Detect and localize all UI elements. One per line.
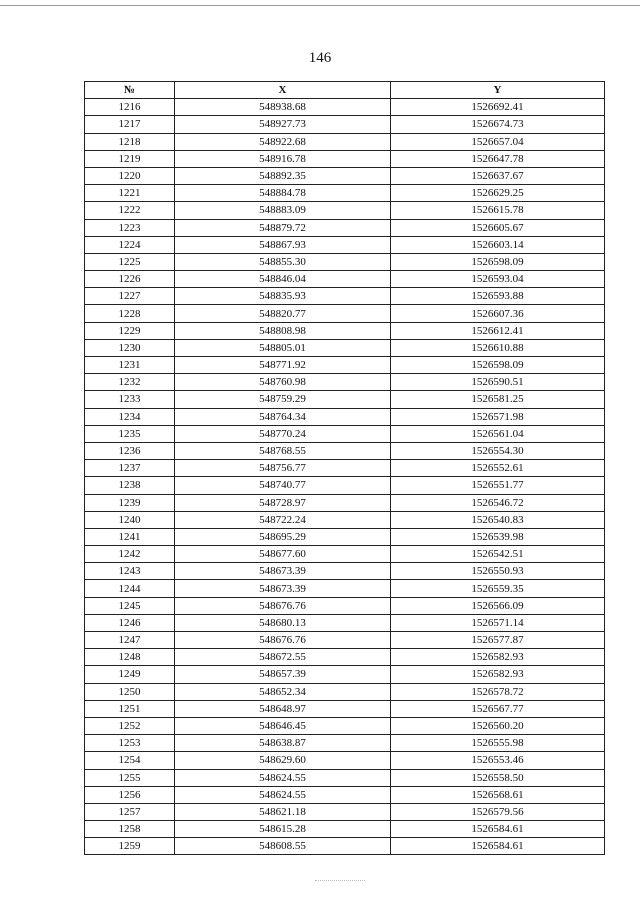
point-number-cell: 1258	[85, 821, 175, 838]
x-coordinate-cell: 548672.55	[175, 649, 391, 666]
x-coordinate-cell: 548722.24	[175, 511, 391, 528]
table-row	[85, 511, 605, 528]
point-number-cell: 1248	[85, 649, 175, 666]
table-row	[85, 803, 605, 820]
table-row	[85, 99, 605, 116]
point-number-cell: 1259	[85, 838, 175, 855]
column-header-number: №	[85, 82, 175, 99]
table-row	[85, 116, 605, 133]
y-coordinate-cell: 1526542.51	[391, 546, 605, 563]
x-coordinate-cell: 548728.97	[175, 494, 391, 511]
x-coordinate-cell: 548808.98	[175, 322, 391, 339]
point-number-cell: 1253	[85, 735, 175, 752]
column-header-y: Y	[391, 82, 605, 99]
table-row	[85, 494, 605, 511]
point-number-cell: 1236	[85, 442, 175, 459]
y-coordinate-cell: 1526629.25	[391, 185, 605, 202]
point-number-cell: 1238	[85, 477, 175, 494]
x-coordinate-cell: 548608.55	[175, 838, 391, 855]
y-coordinate-cell: 1526558.50	[391, 769, 605, 786]
x-coordinate-cell: 548760.98	[175, 374, 391, 391]
point-number-cell: 1227	[85, 288, 175, 305]
table-row	[85, 546, 605, 563]
table-row	[85, 253, 605, 270]
table-row	[85, 150, 605, 167]
y-coordinate-cell: 1526610.88	[391, 339, 605, 356]
x-coordinate-cell: 548927.73	[175, 116, 391, 133]
table-row	[85, 614, 605, 631]
x-coordinate-cell: 548764.34	[175, 408, 391, 425]
x-coordinate-cell: 548879.72	[175, 219, 391, 236]
table-row	[85, 821, 605, 838]
point-number-cell: 1242	[85, 546, 175, 563]
y-coordinate-cell: 1526603.14	[391, 236, 605, 253]
point-number-cell: 1228	[85, 305, 175, 322]
y-coordinate-cell: 1526607.36	[391, 305, 605, 322]
x-coordinate-cell: 548677.60	[175, 546, 391, 563]
point-number-cell: 1237	[85, 460, 175, 477]
table-row	[85, 717, 605, 734]
table-header-row	[85, 82, 605, 99]
table-row	[85, 442, 605, 459]
point-number-cell: 1220	[85, 167, 175, 184]
y-coordinate-cell: 1526551.77	[391, 477, 605, 494]
point-number-cell: 1231	[85, 357, 175, 374]
x-coordinate-cell: 548740.77	[175, 477, 391, 494]
table-row	[85, 563, 605, 580]
x-coordinate-cell: 548820.77	[175, 305, 391, 322]
x-coordinate-cell: 548652.34	[175, 683, 391, 700]
y-coordinate-cell: 1526581.25	[391, 391, 605, 408]
y-coordinate-cell: 1526590.51	[391, 374, 605, 391]
point-number-cell: 1249	[85, 666, 175, 683]
y-coordinate-cell: 1526692.41	[391, 99, 605, 116]
y-coordinate-cell: 1526559.35	[391, 580, 605, 597]
y-coordinate-cell: 1526584.61	[391, 821, 605, 838]
y-coordinate-cell: 1526561.04	[391, 425, 605, 442]
y-coordinate-cell: 1526657.04	[391, 133, 605, 150]
point-number-cell: 1244	[85, 580, 175, 597]
x-coordinate-cell: 548835.93	[175, 288, 391, 305]
point-number-cell: 1217	[85, 116, 175, 133]
x-coordinate-cell: 548657.39	[175, 666, 391, 683]
y-coordinate-cell: 1526593.04	[391, 271, 605, 288]
point-number-cell: 1255	[85, 769, 175, 786]
x-coordinate-cell: 548648.97	[175, 700, 391, 717]
point-number-cell: 1221	[85, 185, 175, 202]
table-row	[85, 528, 605, 545]
y-coordinate-cell: 1526540.83	[391, 511, 605, 528]
table-row	[85, 632, 605, 649]
table-row	[85, 683, 605, 700]
table-row	[85, 752, 605, 769]
table-row	[85, 288, 605, 305]
table-row	[85, 271, 605, 288]
x-coordinate-cell: 548673.39	[175, 563, 391, 580]
point-number-cell: 1254	[85, 752, 175, 769]
table-row	[85, 769, 605, 786]
y-coordinate-cell: 1526615.78	[391, 202, 605, 219]
y-coordinate-cell: 1526571.98	[391, 408, 605, 425]
x-coordinate-cell: 548916.78	[175, 150, 391, 167]
x-coordinate-cell: 548768.55	[175, 442, 391, 459]
y-coordinate-cell: 1526584.61	[391, 838, 605, 855]
y-coordinate-cell: 1526553.46	[391, 752, 605, 769]
x-coordinate-cell: 548756.77	[175, 460, 391, 477]
point-number-cell: 1247	[85, 632, 175, 649]
table-row	[85, 580, 605, 597]
x-coordinate-cell: 548624.55	[175, 786, 391, 803]
y-coordinate-cell: 1526612.41	[391, 322, 605, 339]
y-coordinate-cell: 1526560.20	[391, 717, 605, 734]
y-coordinate-cell: 1526546.72	[391, 494, 605, 511]
y-coordinate-cell: 1526598.09	[391, 253, 605, 270]
point-number-cell: 1250	[85, 683, 175, 700]
table-row	[85, 786, 605, 803]
x-coordinate-cell: 548770.24	[175, 425, 391, 442]
coordinates-table	[84, 81, 605, 855]
point-number-cell: 1257	[85, 803, 175, 820]
x-coordinate-cell: 548673.39	[175, 580, 391, 597]
x-coordinate-cell: 548938.68	[175, 99, 391, 116]
y-coordinate-cell: 1526577.87	[391, 632, 605, 649]
y-coordinate-cell: 1526582.93	[391, 649, 605, 666]
y-coordinate-cell: 1526567.77	[391, 700, 605, 717]
point-number-cell: 1239	[85, 494, 175, 511]
x-coordinate-cell: 548922.68	[175, 133, 391, 150]
point-number-cell: 1243	[85, 563, 175, 580]
y-coordinate-cell: 1526598.09	[391, 357, 605, 374]
point-number-cell: 1216	[85, 99, 175, 116]
x-coordinate-cell: 548771.92	[175, 357, 391, 374]
point-number-cell: 1219	[85, 150, 175, 167]
x-coordinate-cell: 548884.78	[175, 185, 391, 202]
y-coordinate-cell: 1526582.93	[391, 666, 605, 683]
point-number-cell: 1256	[85, 786, 175, 803]
point-number-cell: 1230	[85, 339, 175, 356]
table-row	[85, 391, 605, 408]
table-row	[85, 649, 605, 666]
point-number-cell: 1246	[85, 614, 175, 631]
x-coordinate-cell: 548676.76	[175, 632, 391, 649]
y-coordinate-cell: 1526571.14	[391, 614, 605, 631]
table-body	[85, 99, 605, 855]
table-row	[85, 425, 605, 442]
y-coordinate-cell: 1526568.61	[391, 786, 605, 803]
point-number-cell: 1225	[85, 253, 175, 270]
table-row	[85, 202, 605, 219]
x-coordinate-cell: 548805.01	[175, 339, 391, 356]
y-coordinate-cell: 1526550.93	[391, 563, 605, 580]
table-row	[85, 185, 605, 202]
point-number-cell: 1222	[85, 202, 175, 219]
x-coordinate-cell: 548867.93	[175, 236, 391, 253]
y-coordinate-cell: 1526593.88	[391, 288, 605, 305]
y-coordinate-cell: 1526605.67	[391, 219, 605, 236]
table-row	[85, 408, 605, 425]
point-number-cell: 1233	[85, 391, 175, 408]
table-row	[85, 700, 605, 717]
x-coordinate-cell: 548695.29	[175, 528, 391, 545]
page-number: 146	[308, 50, 332, 66]
y-coordinate-cell: 1526552.61	[391, 460, 605, 477]
point-number-cell: 1245	[85, 597, 175, 614]
x-coordinate-cell: 548629.60	[175, 752, 391, 769]
table-row	[85, 133, 605, 150]
table-row	[85, 838, 605, 855]
point-number-cell: 1251	[85, 700, 175, 717]
x-coordinate-cell: 548676.76	[175, 597, 391, 614]
column-header-x: X	[175, 82, 391, 99]
table-row	[85, 236, 605, 253]
point-number-cell: 1229	[85, 322, 175, 339]
x-coordinate-cell: 548624.55	[175, 769, 391, 786]
x-coordinate-cell: 548646.45	[175, 717, 391, 734]
y-coordinate-cell: 1526554.30	[391, 442, 605, 459]
y-coordinate-cell: 1526578.72	[391, 683, 605, 700]
bottom-scan-mark	[315, 880, 365, 882]
table-row	[85, 597, 605, 614]
table-row	[85, 305, 605, 322]
table-row	[85, 322, 605, 339]
y-coordinate-cell: 1526539.98	[391, 528, 605, 545]
point-number-cell: 1232	[85, 374, 175, 391]
y-coordinate-cell: 1526579.56	[391, 803, 605, 820]
table-row	[85, 477, 605, 494]
point-number-cell: 1235	[85, 425, 175, 442]
table-row	[85, 357, 605, 374]
table-row	[85, 339, 605, 356]
point-number-cell: 1226	[85, 271, 175, 288]
table-row	[85, 219, 605, 236]
point-number-cell: 1252	[85, 717, 175, 734]
y-coordinate-cell: 1526674.73	[391, 116, 605, 133]
x-coordinate-cell: 548759.29	[175, 391, 391, 408]
x-coordinate-cell: 548638.87	[175, 735, 391, 752]
table-row	[85, 167, 605, 184]
table-row	[85, 374, 605, 391]
x-coordinate-cell: 548615.28	[175, 821, 391, 838]
table-row	[85, 666, 605, 683]
table-row	[85, 460, 605, 477]
y-coordinate-cell: 1526647.78	[391, 150, 605, 167]
x-coordinate-cell: 548883.09	[175, 202, 391, 219]
y-coordinate-cell: 1526637.67	[391, 167, 605, 184]
point-number-cell: 1218	[85, 133, 175, 150]
top-scan-rule	[0, 5, 640, 6]
x-coordinate-cell: 548846.04	[175, 271, 391, 288]
point-number-cell: 1234	[85, 408, 175, 425]
point-number-cell: 1240	[85, 511, 175, 528]
point-number-cell: 1224	[85, 236, 175, 253]
y-coordinate-cell: 1526555.98	[391, 735, 605, 752]
table-row	[85, 735, 605, 752]
x-coordinate-cell: 548621.18	[175, 803, 391, 820]
x-coordinate-cell: 548892.35	[175, 167, 391, 184]
point-number-cell: 1223	[85, 219, 175, 236]
x-coordinate-cell: 548680.13	[175, 614, 391, 631]
point-number-cell: 1241	[85, 528, 175, 545]
y-coordinate-cell: 1526566.09	[391, 597, 605, 614]
x-coordinate-cell: 548855.30	[175, 253, 391, 270]
